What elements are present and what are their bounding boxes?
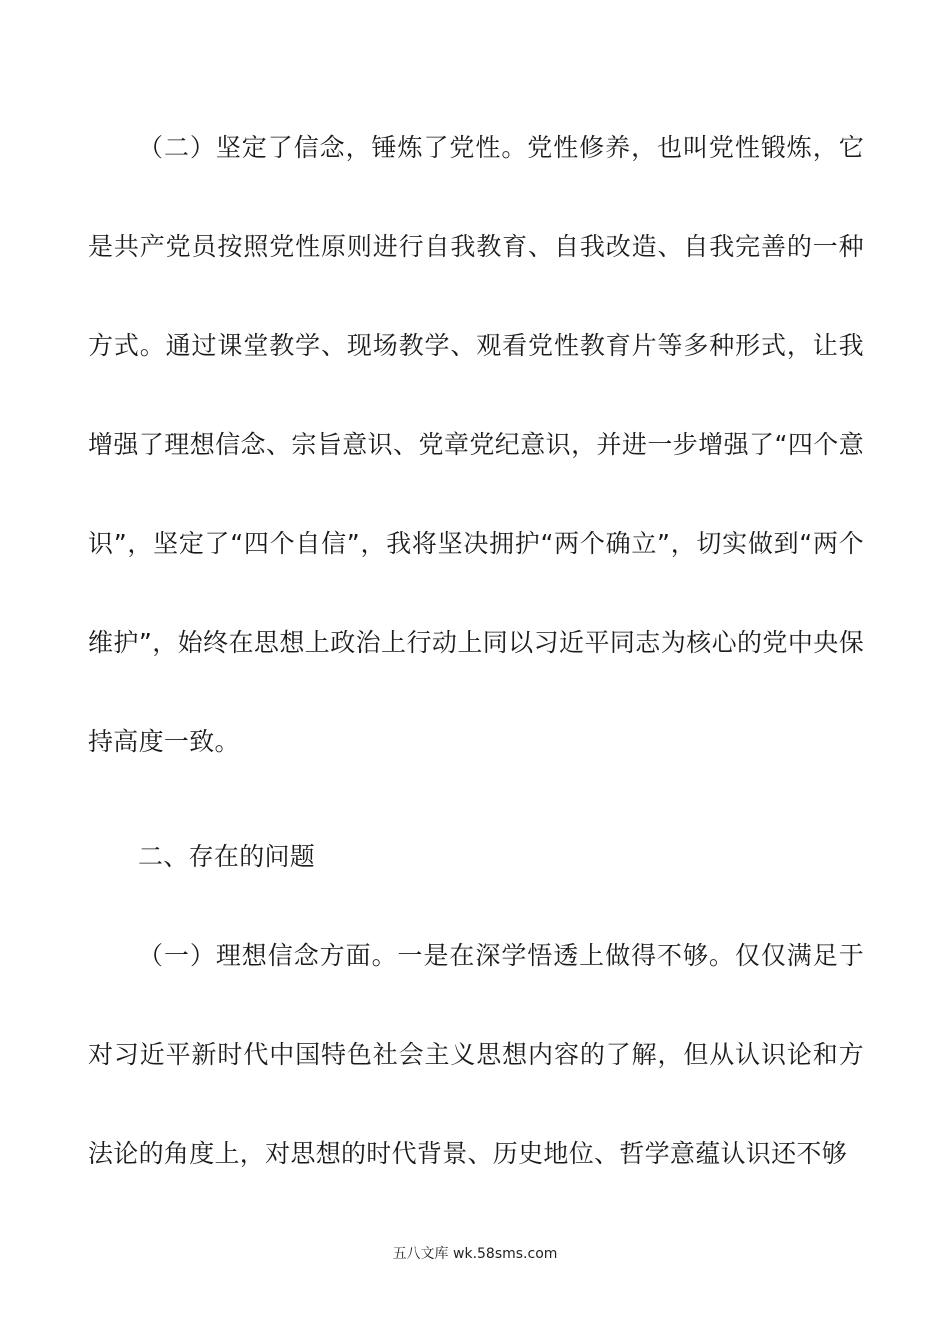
paragraph-party-spirit: （二）坚定了信念，锤炼了党性。党性修养，也叫党性锻炼，它是共产党员按照党性原则进行自我教育、自我改造、自我完善的一种方式。通过课堂教学、现场教学、观看党性教育片等多种形式，让我增强了理想信念、宗旨意识、党章党纪意识，并进一步增强了“四个意识”，坚定了“四个自信”，我将坚决拥护“两个确立”，切实做到“两个维护”，始终在思想上政治上行动上同以习近平同志为核心的党中央保持高度一致。 bbox=[88, 133, 864, 756]
footer-watermark: 五八文库 wk.58sms.com bbox=[392, 1246, 558, 1262]
section-heading-existing-problems: 二、存在的问题 bbox=[138, 842, 316, 871]
paragraph-ideals-beliefs: （一）理想信念方面。一是在深学悟透上做得不够。仅仅满足于对习近平新时代中国特色社会主义思想内容的了解，但从认识论和方法论的角度上，对思想的时代背景、历史地位、哲学意蕴认识还不够 bbox=[88, 941, 864, 1168]
